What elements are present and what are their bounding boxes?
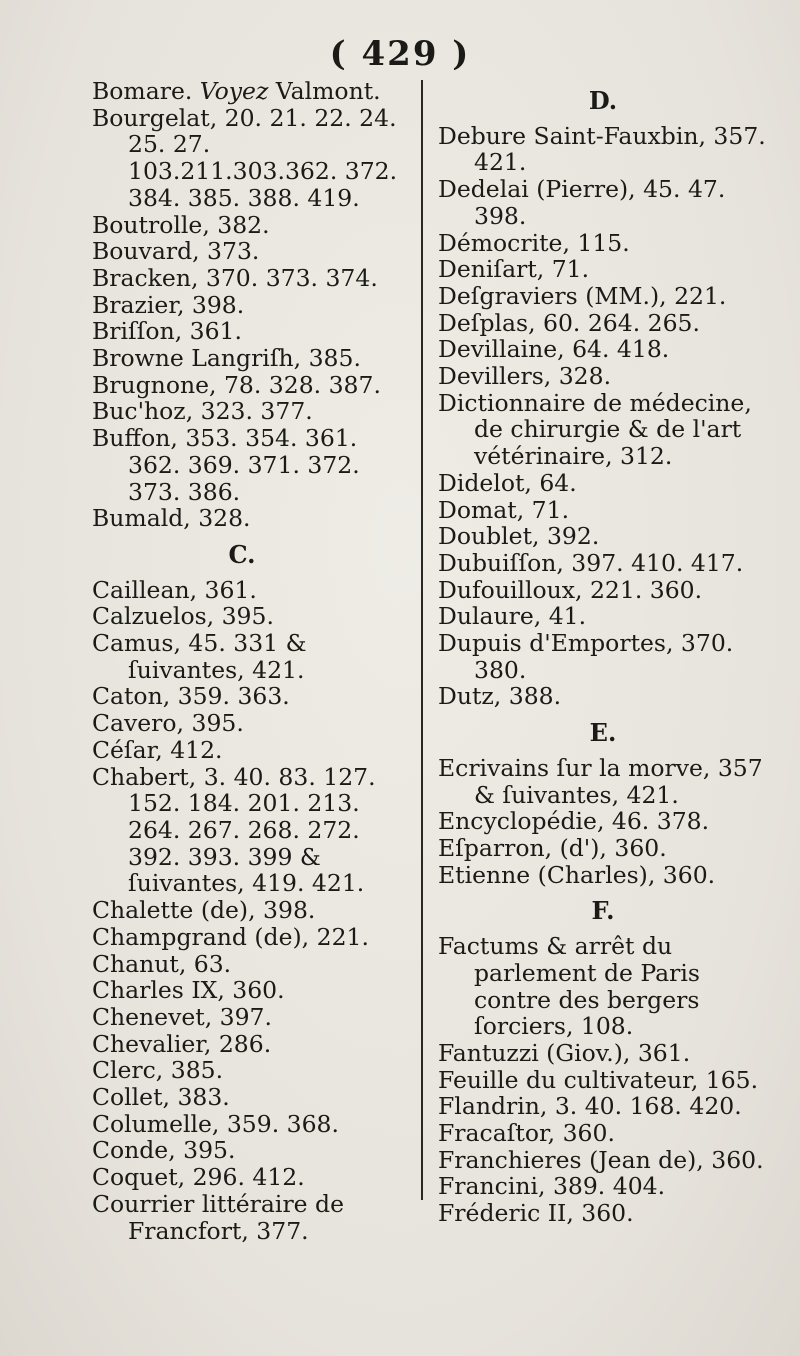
cross-reference: Voyez — [199, 77, 269, 105]
index-entry: Dulaure, 41. — [438, 602, 587, 631]
index-entry: Dictionnaire de médecine, de chirurgie & de l'art vétérinaire, 312. — [438, 388, 752, 471]
index-entry: Factums & arrêt du parlement de Paris contre des bergers ſorciers, 108. — [438, 932, 700, 1041]
page-number: ( 429 ) — [329, 34, 471, 74]
index-entry: Deſplas, 60. 264. 265. — [438, 308, 700, 337]
index-entry: Domat, 71. — [438, 495, 570, 524]
index-entry: Boutrolle, 382. — [92, 210, 270, 239]
index-entry: Encyclopédie, 46. 378. — [438, 807, 710, 836]
index-entry: Buc'hoz, 323. 377. — [92, 397, 313, 426]
section-letter-heading: D. — [588, 86, 618, 115]
index-entry: Chabert, 3. 40. 83. 127. 152. 184. 201. 213. 264. 267. 268. 272. 392. 393. 399 & ſuivantes, 419. 421. — [92, 762, 376, 898]
index-entry: Deniſart, 71. — [438, 255, 590, 284]
index-entry: Columelle, 359. 368. — [92, 1109, 339, 1138]
index-entry: Brazier, 398. — [92, 290, 245, 319]
index-entry: Caton, 359. 363. — [92, 682, 290, 711]
index-entry: Chalette (de), 398. — [92, 896, 316, 925]
index-entry: Coquet, 296. 412. — [92, 1163, 305, 1192]
index-column-right — [438, 78, 768, 1227]
index-entry: Céſar, 412. — [92, 735, 223, 764]
index-entry: Bouvard, 373. — [92, 237, 260, 266]
index-entry: Charles IX, 360. — [92, 976, 285, 1005]
index-entry: Conde, 395. — [92, 1136, 236, 1165]
index-entry: Devillers, 328. — [438, 362, 612, 391]
index-entry: Feuille du cultivateur, 165. — [438, 1065, 759, 1094]
index-entry: Bracken, 370. 373. 374. — [92, 263, 378, 292]
index-entry: Dupuis d'Emportes, 370. 380. — [438, 629, 734, 684]
index-entry: Cavero, 395. — [92, 709, 244, 738]
section-letter-heading: C. — [228, 539, 256, 569]
index-entry: Briſſon, 361. — [92, 317, 242, 346]
index-entry: Franchieres (Jean de), 360. — [438, 1145, 764, 1174]
index-entry: Eſparron, (d'), 360. — [438, 833, 667, 862]
entry-text: Valmont. — [268, 77, 381, 105]
index-entry: Browne Langriſh, 385. — [92, 344, 361, 373]
index-entry: Bumald, 328. — [92, 504, 251, 533]
index-entry: Dedelai (Pierre), 45. 47. 398. — [438, 175, 726, 230]
index-column-left — [92, 78, 412, 1244]
index-entry: Devillaine, 64. 418. — [438, 335, 670, 364]
column-divider — [421, 80, 423, 1200]
index-entry: Démocrite, 115. — [438, 228, 630, 257]
index-entry: Fréderic II, 360. — [438, 1199, 634, 1228]
index-entry: Champgrand (de), 221. — [92, 922, 369, 951]
index-entry: Etienne (Charles), 360. — [438, 860, 716, 889]
index-entry: Didelot, 64. — [438, 468, 577, 497]
index-entry: Dubuiſſon, 397. 410. 417. — [438, 548, 744, 577]
index-entry: Fracaſtor, 360. — [438, 1119, 615, 1148]
index-entry: Buffon, 353. 354. 361. 362. 369. 371. 372. 373. 386. — [92, 424, 360, 506]
index-entry: Collet, 383. — [92, 1083, 230, 1112]
index-entry: Dufouilloux, 221. 360. — [438, 575, 703, 604]
index-entry — [92, 78, 412, 105]
index-entry: Clerc, 385. — [92, 1056, 224, 1085]
index-entry: Debure Saint-Fauxbin, 357. 421. — [438, 121, 766, 177]
index-entry: Chanut, 63. — [92, 949, 232, 978]
section-letter-heading: F. — [591, 896, 615, 926]
index-entry: Caillean, 361. — [92, 575, 257, 604]
entry-head: Bomare. — [92, 77, 200, 105]
index-entry: Calzuelos, 395. — [92, 602, 274, 631]
index-entry: Brugnone, 78. 328. 387. — [92, 370, 381, 399]
section-letter-heading: E. — [589, 718, 617, 748]
index-entry: Chenevet, 397. — [92, 1002, 272, 1031]
index-entry: Camus, 45. 331 & ſuivantes, 421. — [92, 629, 307, 684]
index-entry: Bourgelat, 20. 21. 22. 24. 25. 27. 103.211.303.362. 372. 384. 385. 388. 419. — [92, 103, 398, 212]
index-entry: Dutz, 388. — [438, 682, 562, 711]
index-entry: Doublet, 392. — [438, 522, 600, 551]
index-entry: Courrier littéraire de Francfort, 377. — [92, 1189, 345, 1245]
index-entry: Francini, 389. 404. — [438, 1172, 666, 1201]
index-entry: Deſgraviers (MM.), 221. — [438, 281, 727, 310]
index-entry: Ecrivains ſur la morve, 357 & ſuivantes, 421. — [438, 753, 763, 809]
index-entry: Flandrin, 3. 40. 168. 420. — [438, 1092, 742, 1121]
index-entry: Chevalier, 286. — [92, 1029, 272, 1058]
index-entry: Fantuzzi (Giov.), 361. — [438, 1038, 691, 1067]
